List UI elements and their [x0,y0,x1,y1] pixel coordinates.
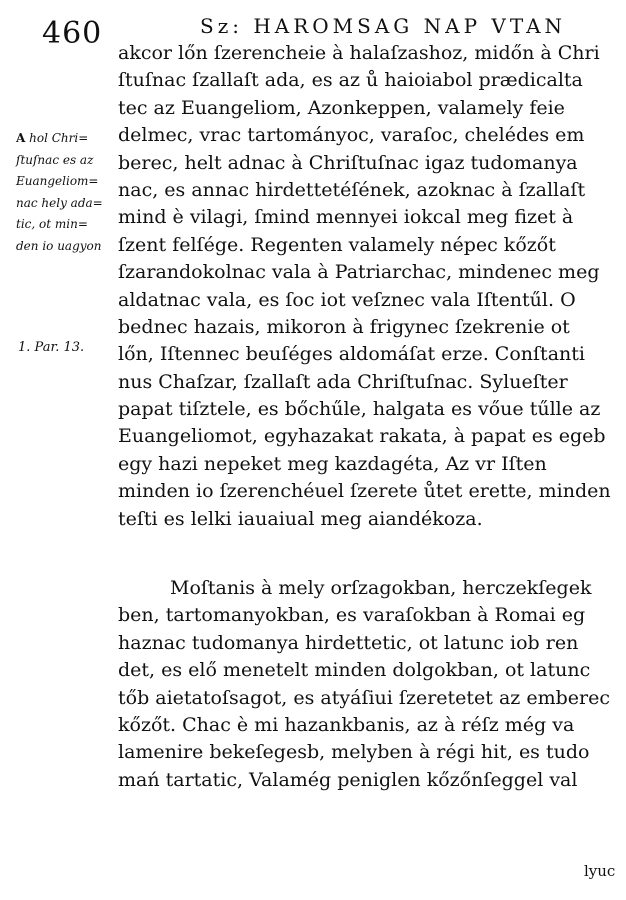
text-line: teſti es lelki iauaiual meg aiandékoza. [118,507,483,530]
text-line: mań tartatic, Valamég peniglen kőzőnſeggel val [118,768,578,791]
text-line: delmec, vrac tartományoc, varaſoc, chelédes em [118,124,585,147]
margin-note-line: den io uagyon [16,238,102,253]
text-line: tőb aietatoſsagot, es atyáſiui ſzeretetet az emberec [118,686,610,709]
text-line: bednec hazais, mikoron à frigynec ſzekrenie ot [118,315,570,338]
text-line: ſzarandokolnac vala à Patriarchac, mindenec meg [118,261,600,284]
text-line: mind è vilagi, ſmind mennyei iokcal meg fizet à [118,206,574,229]
text-line: det, es elő menetelt minden dolgokban, ot latunc [118,659,591,682]
margin-note-line: ſtuſnac es az [16,152,94,167]
margin-note-line: tic, ot min= [16,217,88,231]
body-text [118,40,618,794]
text-line: lőn, Iſtennec beuſéges aldomáſat erze. Conſtanti [118,343,585,366]
text-line: ſtuſnac ſzallaſt ada, es az ů haioiabol prædicalta [118,69,583,92]
text-line: ben, tartomanyokban, es varaſokban à Romai eg [118,604,586,627]
margin-note [16,128,116,257]
catchword: lyuc [584,862,616,880]
margin-note-line: Euangeliom= [16,174,99,188]
text-line: kőzőt. Chac è mi hazankbanis, az à réſz még va [118,713,575,736]
margin-note-line: nac hely ada= [16,195,103,210]
text-line: egy hazi nepeket meg kazdagéta, Az vr Iſten [118,452,547,475]
text-line: ſzent felſége. Regenten valamely népec kőzőt [118,233,556,256]
page-number: 460 [42,16,103,51]
text-line: nac, es annac hirdettetéſének, azoknac à ſzallaſt [118,178,586,201]
text-line: nus Chaſzar, ſzallaſt ada Chriſtuſnac. Sylueſter [118,370,568,393]
margin-reference: 1. Par. 13. [18,340,85,355]
paragraph-gap [118,533,618,575]
text-line: minden io ſzerenchéuel ſzerete ůtet erette, minden [118,480,611,503]
text-line: berec, helt adnac à Chriſtuſnac igaz tudomanya [118,151,578,174]
text-line: akcor lőn ſzerencheie à halaſzashoz, midőn à Chri [118,42,600,64]
text-line: haznac tudomanya hirdettetic, ot latunc iob ren [118,631,579,654]
text-line: tec az Euangeliom, Azonkeppen, valamely feie [118,96,565,119]
running-head: Sz: HAROMSAG NAP VTAN [200,14,567,38]
text-line: Moſtanis à mely orſzagokban, herczekſegek [170,577,592,600]
text-line: aldatnac vala, es ſoc iot veſznec vala Iſtentűl. O [118,288,576,311]
text-line: Euangeliomot, egyhazakat rakata, à papat es egeb [118,425,606,448]
text-line: lamenire bekeſegesb, melyben à régi hit, es tudo [118,741,590,764]
text-line: papat tiſztele, es bőchűle, halgata es vőue tűlle az [118,398,601,421]
margin-note-line: A hol Chri= [16,131,89,145]
